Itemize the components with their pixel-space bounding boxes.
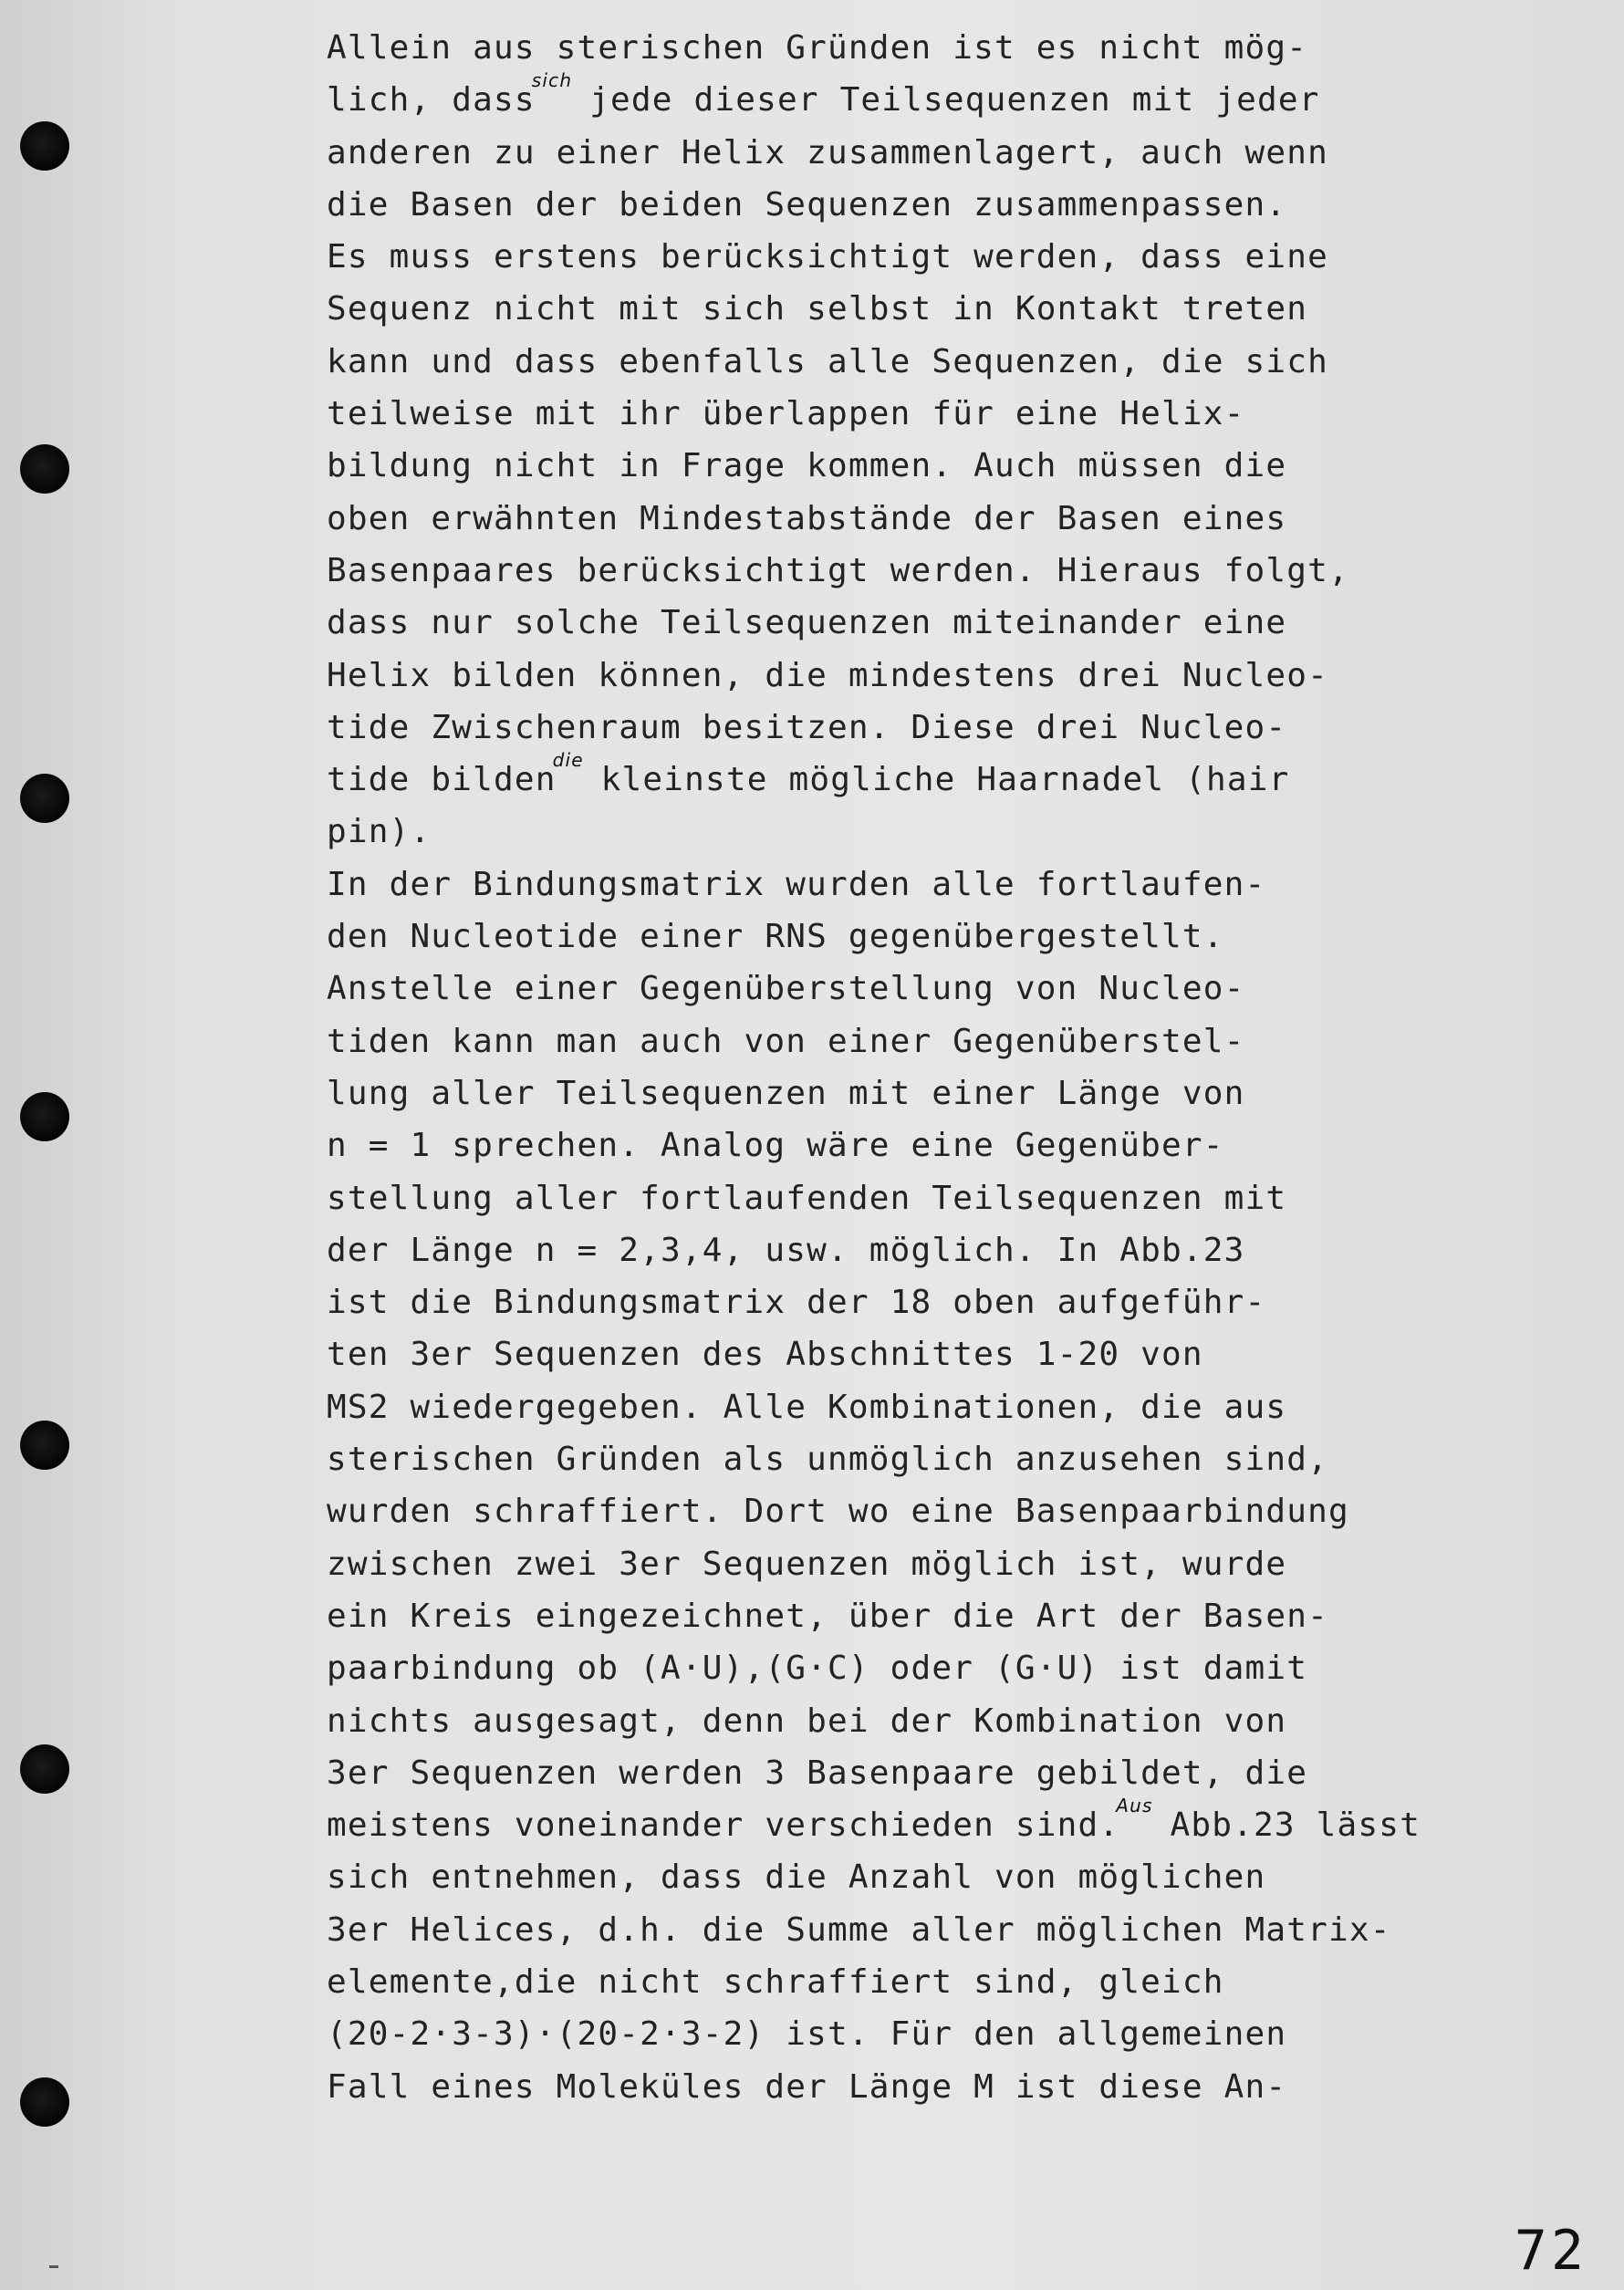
text-line-part: kleinste mögliche Haarnadel (hair bbox=[579, 761, 1290, 799]
text-line: Es muss erstens berücksichtigt werden, dass eine bbox=[327, 238, 1328, 276]
text-line: elemente,die nicht schraffiert sind, gleich bbox=[327, 1962, 1224, 2001]
handwritten-insertion-sich: sich bbox=[531, 69, 573, 92]
text-line-part: jede dieser Teilsequenzen mit jeder bbox=[568, 81, 1320, 120]
text-line: paarbindung ob (A·U),(G·C) oder (G·U) ist damit bbox=[327, 1650, 1308, 1688]
text-line-part: lich, dass bbox=[327, 81, 536, 120]
page-number: 72 bbox=[1514, 2219, 1588, 2283]
text-line: lung aller Teilsequenzen mit einer Länge von bbox=[327, 1074, 1245, 1112]
text-line: anderen zu einer Helix zusammenlagert, auch wenn bbox=[327, 133, 1328, 172]
text-line: wurden schraffiert. Dort wo eine Basenpaarbindung bbox=[327, 1493, 1349, 1531]
punch-hole-1 bbox=[20, 121, 69, 171]
text-line: sterischen Gründen als unmöglich anzusehen sind, bbox=[327, 1441, 1328, 1479]
text-line: Sequenz nicht mit sich selbst in Kontakt treten bbox=[327, 290, 1308, 328]
text-line: tiden kann man auch von einer Gegenüberstel- bbox=[327, 1022, 1245, 1060]
text-line: der Länge n = 2,3,4, usw. möglich. In Abb.23 bbox=[327, 1231, 1245, 1269]
text-line-with-insertion bbox=[327, 69, 1476, 126]
text-line: 3er Helices, d.h. die Summe aller möglichen Matrix- bbox=[327, 1910, 1391, 1949]
punch-hole-6 bbox=[20, 1744, 69, 1794]
text-line: die Basen der beiden Sequenzen zusammenpassen. bbox=[327, 185, 1287, 224]
punch-hole-4 bbox=[20, 1092, 69, 1141]
text-line: kann und dass ebenfalls alle Sequenzen, die sich bbox=[327, 342, 1328, 380]
text-line: tide Zwischenraum besitzen. Diese drei Nucleo- bbox=[327, 708, 1287, 746]
text-line: ein Kreis eingezeichnet, über die Art der Basen- bbox=[327, 1597, 1328, 1635]
punch-hole-3 bbox=[20, 774, 69, 823]
text-line: dass nur solche Teilsequenzen miteinander eine bbox=[327, 604, 1287, 642]
punch-hole-2 bbox=[20, 444, 69, 494]
text-line: pin). bbox=[327, 813, 432, 851]
text-line-with-insertion bbox=[327, 749, 1476, 806]
text-line-part: Abb.23 lässt bbox=[1149, 1806, 1421, 1845]
text-line: nichts ausgesagt, denn bei der Kombination von bbox=[327, 1702, 1287, 1740]
text-line-part: tide bilden bbox=[327, 761, 557, 799]
text-line: Anstelle einer Gegenüberstellung von Nucleo- bbox=[327, 970, 1245, 1008]
text-line: Helix bilden können, die mindestens drei Nucleo- bbox=[327, 656, 1328, 694]
handwritten-insertion-aus: Aus bbox=[1116, 1795, 1153, 1817]
punch-hole-5 bbox=[20, 1421, 69, 1470]
text-line-with-insertion bbox=[327, 1795, 1476, 1851]
typed-text-body bbox=[327, 22, 1476, 2113]
text-line: Fall eines Moleküles der Länge M ist diese An- bbox=[327, 2067, 1287, 2106]
text-line: Allein aus sterischen Gründen ist es nicht mög- bbox=[327, 29, 1308, 67]
handwritten-insertion-die: die bbox=[552, 749, 584, 772]
margin-mark bbox=[49, 2265, 58, 2268]
text-line: teilweise mit ihr überlappen für eine Helix- bbox=[327, 395, 1245, 433]
text-line: (20-2·3-3)·(20-2·3-2) ist. Für den allgemeinen bbox=[327, 2015, 1287, 2054]
text-line: n = 1 sprechen. Analog wäre eine Gegenüber- bbox=[327, 1127, 1224, 1165]
text-line: MS2 wiedergegeben. Alle Kombinationen, die aus bbox=[327, 1388, 1287, 1426]
text-line: ist die Bindungsmatrix der 18 oben aufgeführ- bbox=[327, 1284, 1266, 1322]
text-line: stellung aller fortlaufenden Teilsequenzen mit bbox=[327, 1179, 1287, 1217]
text-line: sich entnehmen, dass die Anzahl von möglichen bbox=[327, 1858, 1266, 1897]
text-line: Basenpaares berücksichtigt werden. Hieraus folgt, bbox=[327, 551, 1349, 589]
text-line: zwischen zwei 3er Sequenzen möglich ist, wurde bbox=[327, 1545, 1287, 1583]
text-line: 3er Sequenzen werden 3 Basenpaare gebildet, die bbox=[327, 1754, 1308, 1792]
text-line: oben erwähnten Mindestabstände der Basen eines bbox=[327, 499, 1287, 537]
text-line: ten 3er Sequenzen des Abschnittes 1-20 von bbox=[327, 1336, 1203, 1374]
text-line-part: meistens voneinander verschieden sind. bbox=[327, 1806, 1120, 1845]
text-line: bildung nicht in Frage kommen. Auch müssen die bbox=[327, 447, 1287, 485]
punch-hole-7 bbox=[20, 2077, 69, 2127]
text-line: den Nucleotide einer RNS gegenübergestellt. bbox=[327, 918, 1224, 956]
text-line: In der Bindungsmatrix wurden alle fortlaufen- bbox=[327, 865, 1266, 903]
